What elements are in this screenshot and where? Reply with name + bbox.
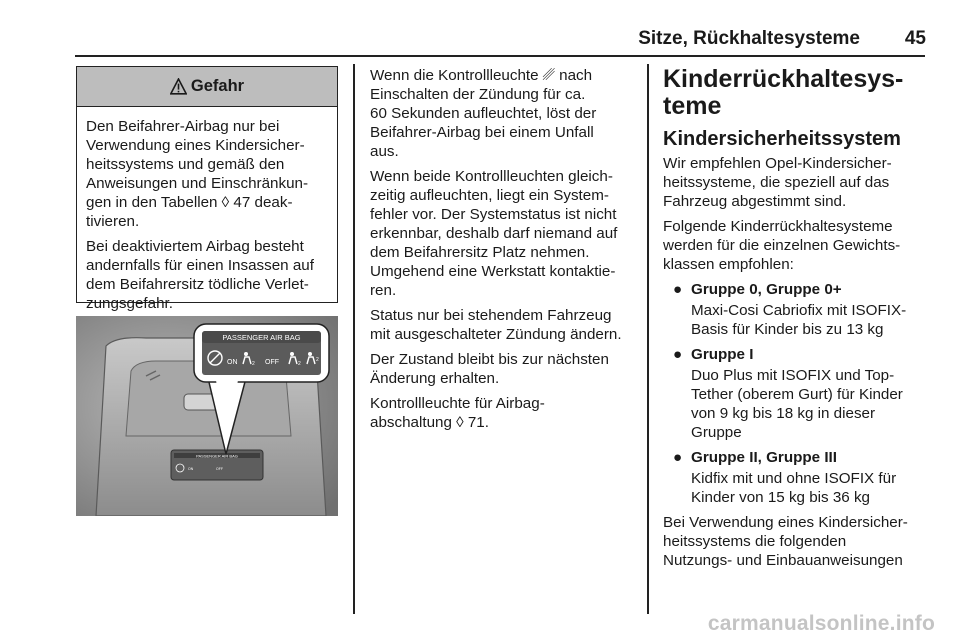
text-paragraph: Wenn die Kontrollleuchte ␥ nach Einschalten der Zündung für ca. 60 Sekunden aufleuchtet, löst der Beifahrer-Airbag bei einem Unfall aus. — [370, 67, 597, 160]
column-divider-1 — [353, 64, 355, 614]
passenger-icon — [290, 352, 294, 356]
list-item: ● Gruppe 0, Gruppe 0+ — [663, 280, 925, 299]
list-item-description: Maxi-Cosi Cabriofix mit ISOFIX- Basis für Kinder bis zu 13 kg — [691, 302, 907, 338]
svg-text:2: 2 — [298, 361, 301, 367]
svg-text:2: 2 — [252, 361, 255, 367]
section-title: Kinderrückhaltesys- teme — [663, 65, 904, 120]
passenger-icon — [244, 352, 248, 356]
bullet-icon: ● — [673, 346, 683, 363]
warning-triangle-icon — [170, 78, 187, 95]
header-rule — [75, 55, 925, 57]
text-paragraph: Wir empfehlen Opel-Kindersicher- heitssysteme, die speziell auf das Fahrzeug abgestimmt sind. — [663, 155, 892, 210]
text-paragraph: Wenn beide Kontrollleuchten gleich- zeitig aufleuchten, liegt ein System- fehler vor. Der Systemstatus ist nicht erkennbar, deshalb darf niemand auf dem Beifahrersitz Platz nehmen. Umgehend eine Werkstatt kontaktie- ren. — [370, 168, 618, 299]
bullet-icon: ● — [673, 281, 683, 298]
callout-panel-label: PASSENGER AIR BAG — [222, 333, 301, 342]
text-paragraph: Folgende Kinderrückhaltesysteme werden für die einzelnen Gewichts- klassen empfohlen: — [663, 218, 901, 273]
small-panel-label: PASSENGER AIR BAG — [196, 453, 238, 459]
warning-header — [77, 67, 337, 107]
running-header-title: Sitze, Rückhaltesysteme — [638, 28, 860, 49]
text-paragraph: Kontrollleuchte für Airbag- abschaltung ◊ 71. — [370, 395, 545, 431]
on-label: ON — [227, 359, 238, 366]
page-number: 45 — [904, 28, 926, 49]
warning-heading: Gefahr — [190, 77, 245, 95]
list-item-description: Duo Plus mit ISOFIX und Top- Tether (oberem Gurt) für Kinder von 9 kg bis 18 kg in dieser Gruppe — [691, 367, 903, 441]
right-column — [663, 66, 925, 576]
text-paragraph: Der Zustand bleibt bis zur nächsten Änderung erhalten. — [370, 351, 609, 387]
text-paragraph: Status nur bei stehendem Fahrzeug mit ausgeschalteter Zündung ändern. — [370, 307, 622, 343]
svg-text:OFF: OFF — [216, 467, 223, 471]
watermark: carmanualsonline.info — [707, 612, 935, 635]
list-item: ● Gruppe II, Gruppe III — [663, 448, 925, 467]
off-label: OFF — [265, 359, 279, 366]
danger-warning-box — [76, 66, 338, 312]
column-divider-2 — [647, 64, 649, 614]
warning-paragraph: Bei deaktiviertem Airbag besteht andernfalls für einen Insassen auf dem Beifahrersitz tödliche Verlet- zungsgefahr. — [86, 238, 314, 312]
svg-text:ON: ON — [188, 467, 194, 471]
text-paragraph: Bei Verwendung eines Kindersicher- heitssystems die folgenden Nutzungs- und Einbauanweisungen — [663, 514, 908, 569]
middle-column — [370, 66, 634, 438]
airbag-indicator-photo — [76, 316, 338, 516]
section-subtitle: Kindersicherheitssystem — [663, 128, 901, 150]
bullet-icon: ● — [673, 449, 683, 466]
warning-paragraph: Den Beifahrer-Airbag nur bei Verwendung eines Kindersicher- heitssystems und gemäß den Anweisungen und Einschränkun- gen in den Tabellen ◊ 47 deak- tivieren. — [86, 118, 309, 230]
passenger-icon — [308, 352, 312, 356]
svg-text:2: 2 — [316, 357, 319, 363]
list-item-description: Kidfix mit und ohne ISOFIX für Kinder von 15 kg bis 36 kg — [691, 470, 897, 506]
list-item: ● Gruppe I — [663, 345, 925, 364]
